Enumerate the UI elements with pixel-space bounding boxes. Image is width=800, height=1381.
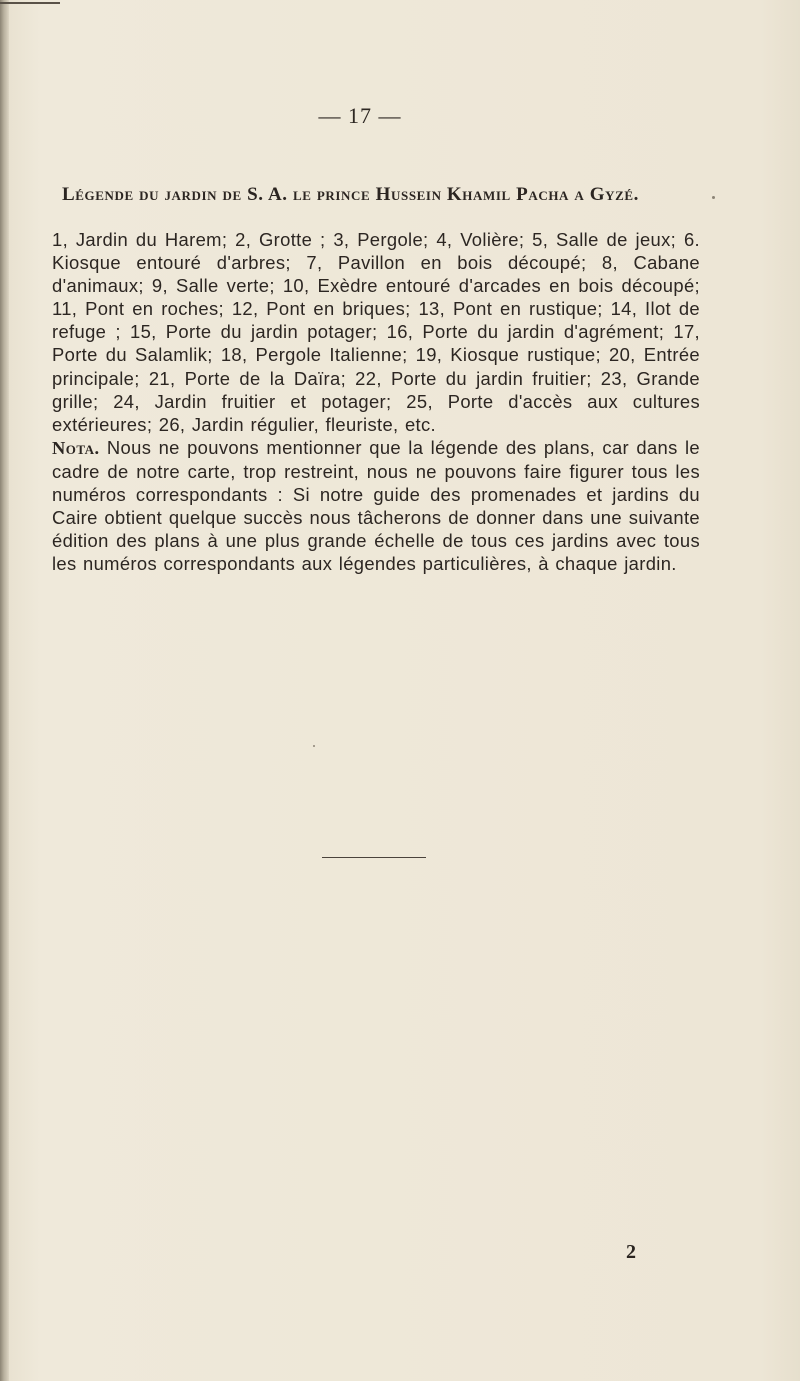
- binding-edge: [0, 0, 9, 1381]
- section-divider: [322, 857, 426, 858]
- paper-speck: [712, 196, 715, 199]
- nota-paragraph: [52, 436, 700, 576]
- signature-mark: 2: [626, 1241, 636, 1263]
- legend-title: Légende du jardin de S. A. le prince Hussein Khamil Pacha a Gyzé.: [62, 184, 639, 205]
- page-number: — 17 —: [318, 103, 402, 128]
- legend-paragraph: 1, Jardin du Harem; 2, Grotte ; 3, Pergole; 4, Volière; 5, Salle de jeux; 6. Kiosque entouré d'arbres; 7, Pavillon en bois découpé; 8, Cabane d'animaux; 9, Salle verte; 10, Exèdre entouré d'arcades en bois découpé; 11, Pont en roches; 12, Pont en briques; 13, Pont en rustique; 14, Ilot de refuge ; 15, Porte du jardin potager; 16, Porte du jardin d'agrément; 17, Porte du Salamlik; 18, Pergole Italienne; 19, Kiosque rustique; 20, Entrée principale; 21, Porte de la Daïra; 22, Porte du jardin fruitier; 23, Grande grille; 24, Jardin fruitier et potager; 25, Porte d'accès aux cultures extérieures; 26, Jardin régulier, fleuriste, etc.: [52, 229, 700, 435]
- paper-speck: [313, 745, 315, 747]
- nota-label: Nota.: [52, 437, 100, 458]
- nota-text: Nous ne pouvons mentionner que la légende des plans, car dans le cadre de notre carte, trop restreint, nous ne pouvons faire figurer tous les numéros correspondants : Si notre guide des promenades et jardins du Caire obtient quelque succès nous tâcherons de donner dans une suivante édition des plans à une plus grande échelle de tous ces jardins avec tous les numéros correspondants aux légendes particulières, à chaque jardin.: [52, 436, 700, 575]
- top-edge-mark: [0, 2, 60, 4]
- body-text: [52, 228, 700, 575]
